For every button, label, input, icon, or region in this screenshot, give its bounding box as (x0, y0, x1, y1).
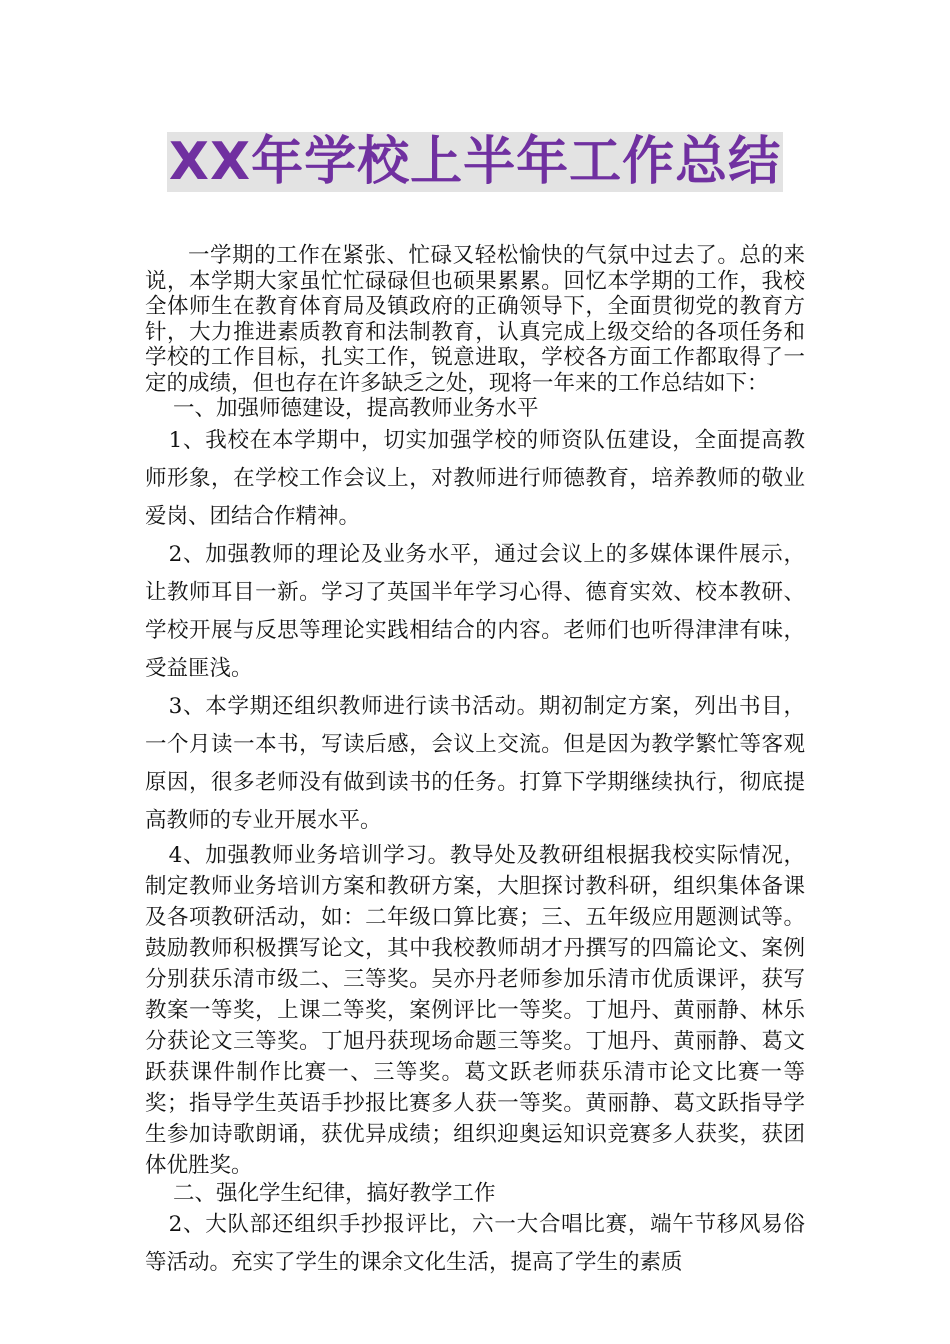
section2-heading: 二、强化学生纪律，搞好教学工作 (172, 1180, 496, 1206)
section1-item-4 (145, 840, 805, 1181)
section1-item-3 (145, 688, 805, 840)
section1-heading: 一、加强师德建设，提高教师业务水平 (172, 396, 539, 421)
section1-item-2 (145, 536, 805, 688)
intro-paragraph: 一学期的工作在紧张、忙碌又轻松愉快的气氛中过去了。总的来说，本学期大家虽忙忙碌碌但也硕果累累。回忆本学期的工作，我校全体师生在教育体育局及镇政府的正确领导下，全面贯彻党的教育方针，大力推进素质教育和法制教育，认真完成上级交给的各项任务和学校的工作目标，扎实工作，锐意进取，学校各方面工作都取得了一定的成绩，但也存在许多缺乏之处，现将一年来的工作总结如下： (145, 243, 805, 396)
section2-item-2-text: 2、大队部还组织手抄报评比，六一大合唱比赛，端午节移风易俗等活动。充实了学生的课余文化生活，提高了学生的素质 (145, 1212, 805, 1275)
section1-item-1-text: 1、我校在本学期中，切实加强学校的师资队伍建设，全面提高教师形象，在学校工作会议上，对教师进行师德教育，培养教师的敬业爱岗、团结合作精神。 (145, 427, 805, 529)
section1-item-3-text: 3、本学期还组织教师进行读书活动。期初制定方案，列出书目，一个月读一本书，写读后感，会议上交流。但是因为教学繁忙等客观原因，很多老师没有做到读书的任务。打算下学期继续执行，彻底提高教师的专业开展水平。 (145, 693, 805, 833)
section1-item-1 (145, 422, 805, 536)
document-title: XX年学校上半年工作总结 (168, 132, 782, 192)
section2-item-2 (145, 1206, 805, 1282)
document-body (145, 243, 805, 1282)
section1-item-4-text: 4、加强教师业务培训学习。教导处及教研组根据我校实际情况，制定教师业务培训方案和教研方案，大胆探讨教科研，组织集体备课及各项教研活动，如：二年级口算比赛；三、五年级应用题测试等。鼓励教师积极撰写论文，其中我校教师胡才丹撰写的四篇论文、案例分别获乐清市级二、三等奖。吴亦丹老师参加乐清市优质课评，获写教案一等奖，上课二等奖，案例评比一等奖。丁旭丹、黄丽静、林乐分获论文三等奖。丁旭丹获现场命题三等奖。丁旭丹、黄丽静、葛文跃获课件制作比赛一、三等奖。葛文跃老师获乐清市论文比赛一等奖；指导学生英语手抄报比赛多人获一等奖。黄丽静、葛文跃指导学生参加诗歌朗诵，获优异成绩；组织迎奥运知识竞赛多人获奖，获团体优胜奖。 (145, 842, 805, 1178)
section1-item-2-text: 2、加强教师的理论及业务水平，通过会议上的多媒体课件展示，让教师耳目一新。学习了英国半年学习心得、德育实效、校本教研、学校开展与反思等理论实践相结合的内容。老师们也听得津津有味，受益匪浅。 (145, 541, 805, 681)
title-wrap (0, 132, 950, 192)
